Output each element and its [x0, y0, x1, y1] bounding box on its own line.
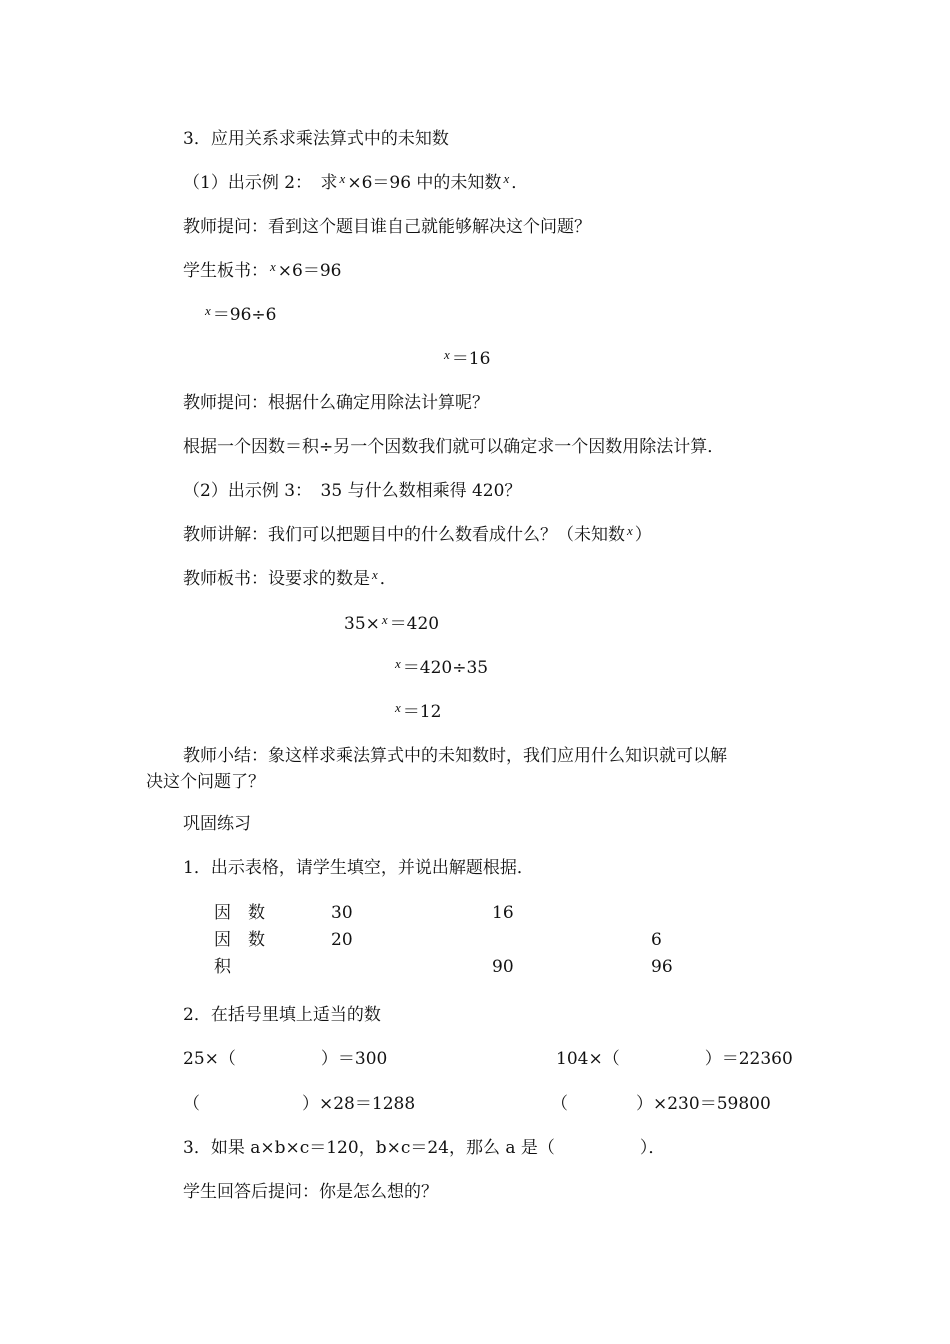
text: 教师提问：根据什么确定用除法计算呢？ — [183, 393, 489, 413]
teacher-question-2 — [183, 392, 489, 414]
text: ． — [379, 569, 397, 589]
example-2-line — [183, 172, 528, 195]
equation-step-2 — [442, 348, 490, 371]
exercise-2 — [183, 1004, 381, 1026]
text: （2）出示例 3： 35 与什么数相乘得 420？ — [183, 481, 522, 501]
teacher-summary-line-1 — [183, 745, 727, 767]
text: ×6＝96 中的未知数 — [347, 173, 502, 193]
text: （ ）×28＝1288 — [183, 1094, 416, 1114]
variable-x: x — [395, 656, 401, 671]
exercise-2-row-1-right — [556, 1048, 793, 1070]
text: 教师提问：看到这个题目谁自己就能够解决这个问题？ — [183, 217, 591, 237]
follow-up-question — [183, 1181, 438, 1203]
text: ） — [634, 525, 652, 545]
teacher-summary-line-2 — [146, 771, 265, 793]
text: （1）出示例 2： 求 — [183, 173, 338, 193]
text: 教师板书：设要求的数是 — [183, 569, 370, 589]
text: 巩固练习 — [183, 814, 251, 834]
table-cell: 96 — [651, 957, 673, 977]
text: 25×（ ）＝300 — [183, 1049, 388, 1069]
table-row — [214, 927, 694, 954]
example-3-line — [183, 480, 521, 502]
row-label: 因 数 — [214, 930, 265, 950]
text: ＝420 — [389, 614, 440, 634]
text: ＝12 — [402, 702, 442, 722]
exercise-1 — [183, 857, 534, 879]
table-row — [214, 954, 694, 981]
equation-step-4 — [393, 701, 441, 724]
variable-x: x — [381, 612, 388, 627]
text: 根据一个因数＝积÷另一个因数我们就可以确定求一个因数用除法计算． — [183, 437, 725, 457]
practice-heading — [183, 813, 251, 835]
text: 教师讲解：我们可以把题目中的什么数看成什么？（未知数 — [183, 525, 625, 545]
table-cell: 30 — [331, 903, 353, 923]
explanation-line — [183, 436, 724, 458]
text: 学生板书： — [183, 261, 268, 281]
exercise-2-row-2-left — [183, 1093, 415, 1115]
teacher-board-line — [183, 568, 397, 591]
table-cell: 16 — [492, 903, 514, 923]
table-row — [214, 900, 694, 927]
text: （ ）×230＝59800 — [551, 1094, 771, 1114]
variable-x: x — [395, 700, 401, 715]
table-cell: 20 — [331, 930, 353, 950]
row-label: 积 — [214, 957, 231, 977]
text: 决这个问题了？ — [146, 772, 265, 792]
table-cell: 90 — [492, 957, 514, 977]
variable-x: x — [205, 303, 211, 318]
text: 35× — [344, 614, 380, 634]
variable-x: x — [270, 259, 276, 274]
section-heading-3 — [183, 128, 449, 150]
student-board-line — [183, 260, 341, 283]
text: 104×（ ）＝22360 — [556, 1049, 793, 1069]
variable-x: x — [503, 171, 510, 186]
exercise-2-row-1-left — [183, 1048, 387, 1070]
equation-step-3 — [393, 657, 488, 680]
variable-x: x — [339, 171, 346, 186]
text: 教师小结：象这样求乘法算式中的未知数时，我们应用什么知识就可以解 — [183, 746, 727, 766]
teacher-explain-line — [183, 524, 652, 547]
text: ＝16 — [451, 349, 491, 369]
heading-text: 3．应用关系求乘法算式中的未知数 — [183, 129, 449, 149]
text: ×6＝96 — [277, 261, 342, 281]
text: ＝96÷6 — [212, 305, 277, 325]
text: ＝420÷35 — [402, 658, 489, 678]
variable-x: x — [444, 347, 450, 362]
variable-x: x — [372, 567, 378, 582]
table-cell: 6 — [651, 930, 662, 950]
row-label: 因 数 — [214, 903, 265, 923]
text: ． — [511, 173, 529, 193]
teacher-question-1 — [183, 216, 591, 238]
text: 学生回答后提问：你是怎么想的？ — [183, 1182, 438, 1202]
text: 1．出示表格，请学生填空，并说出解题根据． — [183, 858, 534, 878]
exercise-3 — [183, 1137, 665, 1159]
variable-x: x — [627, 523, 633, 538]
exercise-2-row-2-right — [551, 1093, 771, 1115]
equation-35x — [344, 613, 439, 636]
equation-step-1 — [203, 304, 276, 327]
text: 2．在括号里填上适当的数 — [183, 1005, 381, 1025]
text: 3．如果 a×b×c＝120，b×c＝24，那么 a 是（ ）． — [183, 1138, 666, 1158]
